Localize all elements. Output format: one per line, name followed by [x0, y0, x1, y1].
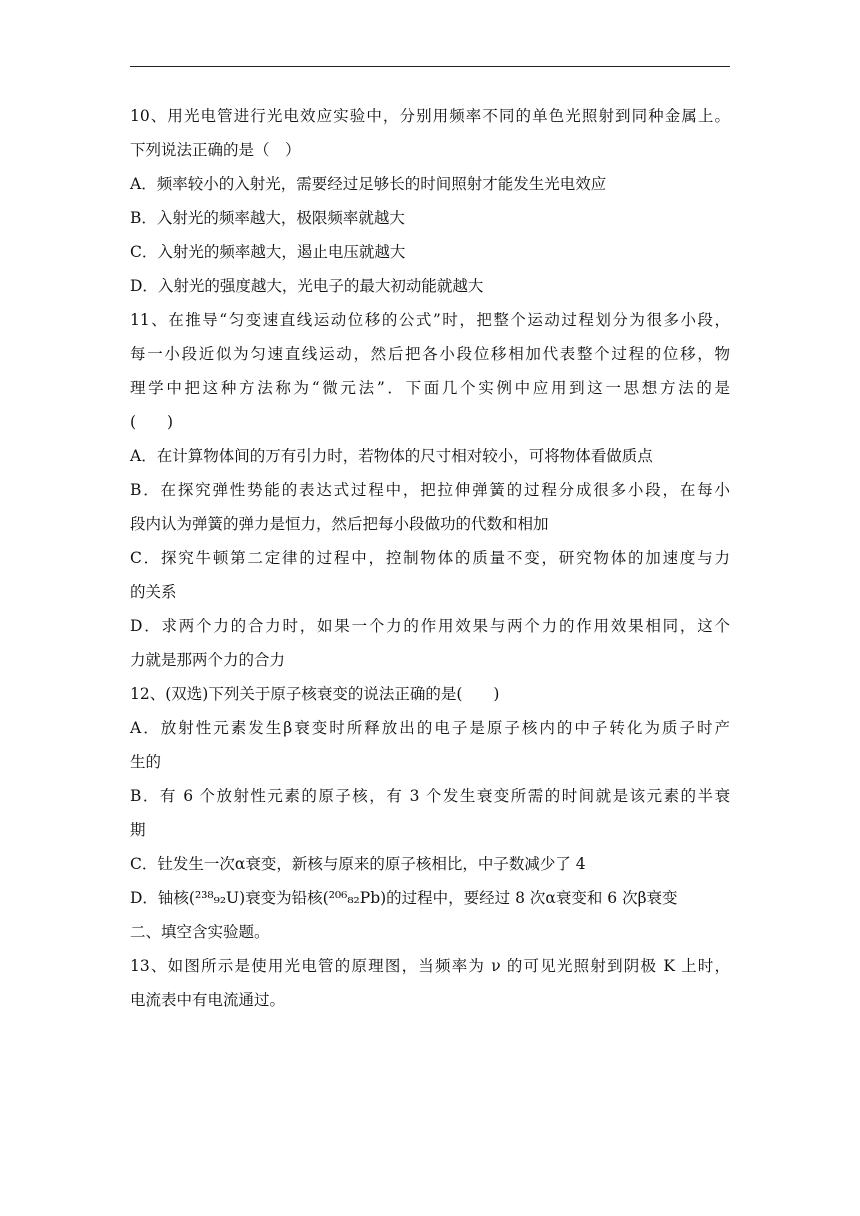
q10-option-c: C．入射光的频率越大，遏止电压就越大 [130, 243, 406, 261]
q10-stem-line1: 10、用光电管进行光电效应实验中，分别用频率不同的单色光照射到同种金属上。 [130, 107, 730, 125]
document-body [130, 99, 730, 1017]
q12-option-a-line1: A．放射性元素发生β衰变时所释放出的电子是原子核内的中子转化为质子时产 [130, 719, 730, 737]
q11-option-d-line1: D．求两个力的合力时，如果一个力的作用效果与两个力的作用效果相同，这个 [130, 617, 730, 635]
q13-stem-line1: 13、如图所示是使用光电管的原理图，当频率为 ν 的可见光照射到阴极 K 上时， [130, 957, 730, 975]
q12-option-a-line2: 生的 [130, 753, 162, 771]
q12-option-b-line2: 期 [130, 821, 146, 839]
q12-option-c: C．钍发生一次α衰变，新核与原来的原子核相比，中子数减少了 4 [130, 855, 586, 873]
q11-stem-line3: 理学中把这种方法称为“微元法”．下面几个实例中应用到这一思想方法的是 [130, 379, 730, 397]
q11-option-c-line1: C．探究牛顿第二定律的过程中，控制物体的质量不变，研究物体的加速度与力 [130, 549, 730, 567]
q10-option-a: A．频率较小的入射光，需要经过足够长的时间照射才能发生光电效应 [130, 175, 607, 193]
q11-option-d-line2: 力就是那两个力的合力 [130, 651, 286, 669]
q11-option-b-line2: 段内认为弹簧的弹力是恒力，然后把每小段做功的代数和相加 [130, 515, 549, 533]
q11-stem-line4: ( ) [130, 413, 174, 431]
q10-stem-line2: 下列说法正确的是（ ） [130, 141, 301, 159]
q11-option-b-line1: B．在探究弹性势能的表达式过程中，把拉伸弹簧的过程分成很多小段，在每小 [130, 481, 730, 499]
q13-stem-line2: 电流表中有电流通过。 [130, 991, 286, 1009]
q10-option-d: D．入射光的强度越大，光电子的最大初动能就越大 [130, 277, 484, 295]
q10-option-b: B．入射光的频率越大，极限频率就越大 [130, 209, 405, 227]
q11-stem-line1: 11、在推导“匀变速直线运动位移的公式”时，把整个运动过程划分为很多小段， [130, 311, 730, 329]
q11-option-c-line2: 的关系 [130, 583, 177, 601]
q11-option-a: A．在计算物体间的万有引力时，若物体的尺寸相对较小，可将物体看做质点 [130, 447, 653, 465]
header-rule [130, 66, 730, 67]
q11-stem-line2: 每一小段近似为匀速直线运动，然后把各小段位移相加代表整个过程的位移，物 [130, 345, 730, 363]
q12-stem: 12、(双选)下列关于原子核衰变的说法正确的是( ) [130, 685, 500, 703]
section-heading: 二、填空含实验题。 [130, 923, 270, 941]
q12-option-b-line1: B．有 6 个放射性元素的原子核，有 3 个发生衰变所需的时间就是该元素的半衰 [130, 787, 730, 805]
q12-option-d: D．铀核(²³⁸₉₂U)衰变为铅核(²⁰⁶₈₂Pb)的过程中，要经过 8 次α衰变和 6 次β衰变 [130, 889, 678, 907]
